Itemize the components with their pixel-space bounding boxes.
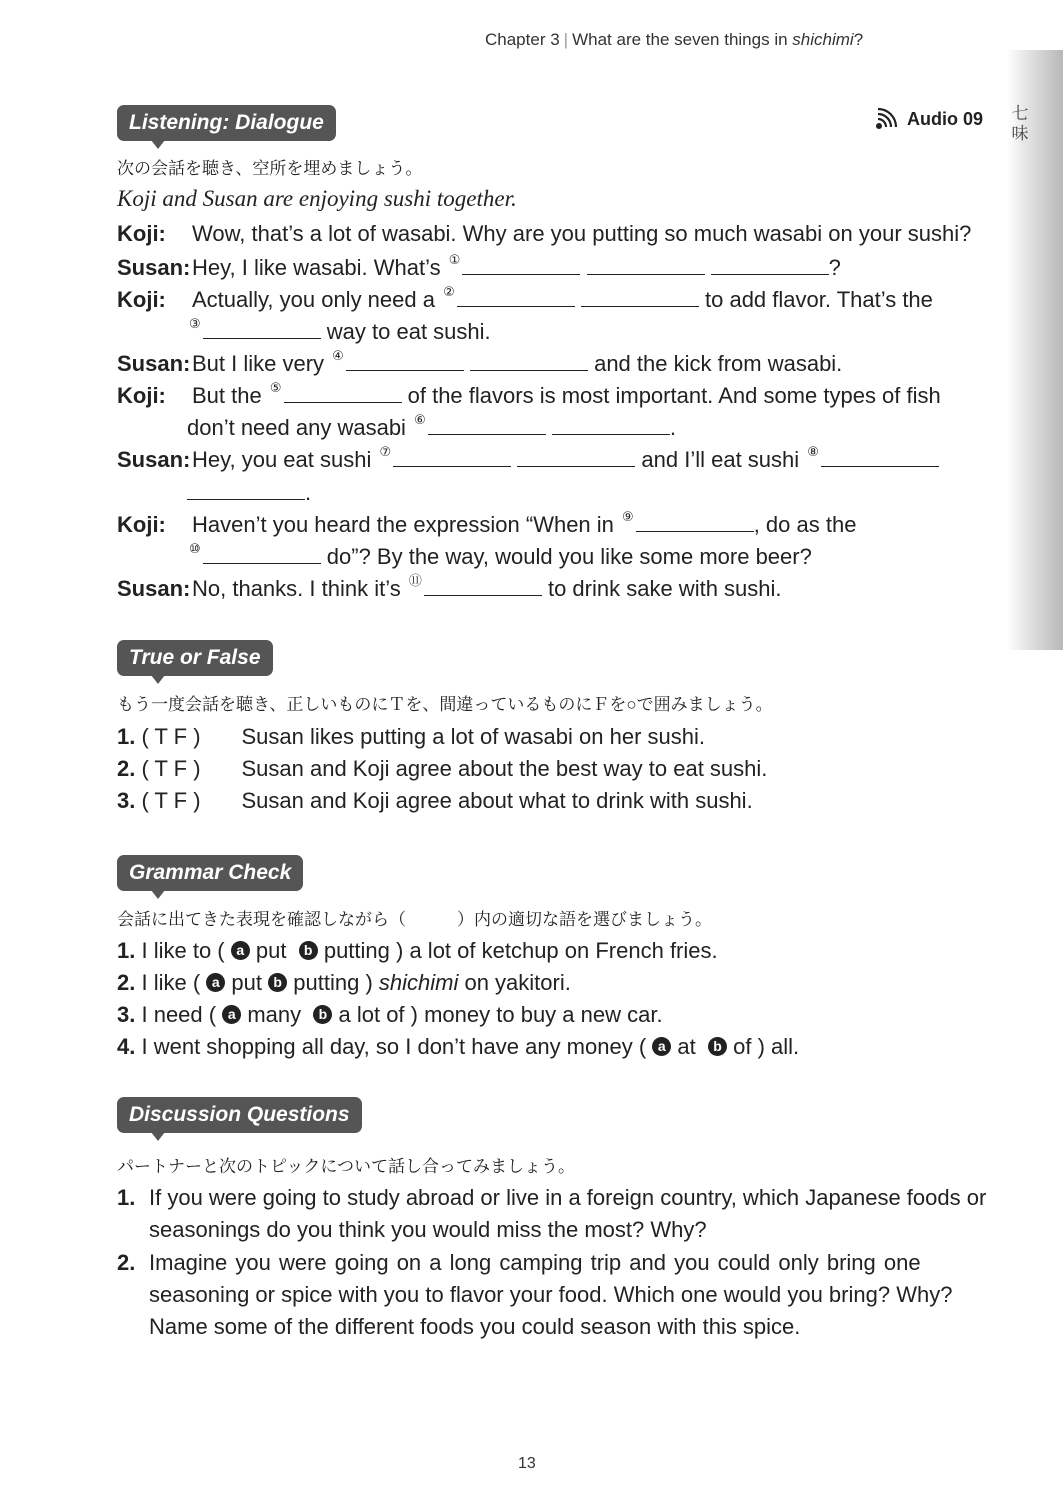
dialogue-line: [117, 573, 782, 603]
line-text: ?: [828, 255, 841, 280]
tf-statement: Susan and Koji agree about what to drink with sushi.: [241, 788, 753, 813]
item-number: 1.: [117, 724, 136, 749]
blank[interactable]: [284, 380, 402, 403]
line-text: way to eat sushi.: [326, 319, 491, 344]
discussion-item-number: [117, 1249, 135, 1277]
line-text: No, thanks. I think it’s: [192, 576, 401, 601]
tf-choice[interactable]: ( T F ): [141, 756, 201, 781]
blank[interactable]: [457, 284, 575, 307]
blank[interactable]: [581, 284, 699, 307]
blank-number: ④: [332, 348, 344, 363]
dialogue-line: [117, 509, 856, 539]
tf-choice[interactable]: ( T F ): [141, 724, 201, 749]
speaker: Susan:: [117, 447, 191, 472]
blank[interactable]: [821, 444, 939, 467]
option-b[interactable]: putting: [323, 938, 390, 963]
chapter-title-suffix: ?: [853, 30, 864, 49]
blank[interactable]: [587, 252, 705, 275]
blank[interactable]: [346, 348, 464, 371]
item-text: I went shopping all day, so I don’t have any money (: [141, 1034, 647, 1059]
speaker: Susan:: [117, 351, 191, 376]
tf-statement: Susan and Koji agree about the best way to eat sushi.: [241, 756, 768, 781]
item-number: 4.: [117, 1034, 136, 1059]
item-text: ) a lot of ketchup on French fries.: [396, 938, 718, 963]
speaker: Susan:: [117, 255, 191, 280]
discussion-item-number: [117, 1184, 135, 1212]
blank[interactable]: [424, 573, 542, 596]
listening-instruction: 次の会話を聴き、空所を埋めましょう。: [117, 159, 423, 178]
item-number: 3.: [117, 788, 136, 813]
dialogue-line: [117, 444, 939, 474]
scene-description: Koji and Susan are enjoying sushi together.: [117, 186, 517, 211]
dialogue-line: [187, 412, 676, 442]
line-text: Hey, you eat sushi: [192, 447, 372, 472]
blank[interactable]: [203, 541, 321, 564]
dialogue-line: [117, 220, 971, 248]
speaker: Koji:: [117, 512, 166, 537]
option-b[interactable]: of: [733, 1034, 752, 1059]
blank[interactable]: [393, 444, 511, 467]
line-text: and I’ll eat sushi: [641, 447, 800, 472]
option-a[interactable]: put: [255, 938, 287, 963]
option-a[interactable]: at: [677, 1034, 696, 1059]
true-false-heading: True or False: [117, 640, 273, 676]
line-text: .: [669, 415, 676, 440]
option-a[interactable]: put: [231, 970, 263, 995]
blank[interactable]: [711, 252, 829, 275]
item-text: ) money to buy a new car.: [410, 1002, 663, 1027]
speaker: Koji:: [117, 221, 166, 246]
blank-number: ⑦: [379, 444, 392, 459]
option-a-marker[interactable]: a: [231, 941, 250, 960]
grammar-item: [117, 937, 718, 965]
speaker: Koji:: [117, 287, 166, 312]
discussion-instruction: パートナーと次のトピックについて話し合ってみましょう。: [117, 1157, 575, 1176]
tf-item: [117, 787, 753, 815]
blank-number: ⑧: [807, 444, 819, 459]
dialogue-line: [117, 380, 941, 410]
dialogue-line: [187, 541, 812, 571]
blank[interactable]: [470, 348, 588, 371]
option-b[interactable]: a lot of: [338, 1002, 405, 1027]
blank[interactable]: [462, 252, 580, 275]
item-text: I like (: [141, 970, 201, 995]
line-text: Hey, I like wasabi. What’s: [192, 255, 441, 280]
audio-icon: [875, 108, 903, 130]
line-text: Haven’t you heard the expression “When in: [192, 512, 614, 537]
item-number: 2.: [117, 756, 136, 781]
blank-number: ②: [443, 284, 455, 299]
item-text: I like to (: [141, 938, 225, 963]
speaker: Susan:: [117, 576, 191, 601]
running-header: [485, 30, 863, 50]
option-b-marker[interactable]: b: [708, 1037, 727, 1056]
tf-choice[interactable]: ( T F ): [141, 788, 201, 813]
grammar-item: 2. I like ( a put b putting ) shichimi on yakitori.: [117, 970, 571, 995]
header-separator: |: [563, 30, 569, 49]
blank-number: ⑥: [414, 412, 426, 427]
discussion-text: seasoning or spice with you to flavor your food. Which one would you bring? Why?: [149, 1282, 953, 1307]
discussion-text: seasonings do you think you would miss the most? Why?: [149, 1217, 707, 1242]
blank-number: ⑪: [408, 573, 422, 588]
option-a[interactable]: many: [247, 1002, 302, 1027]
discussion-text: Name some of the different foods you could season with this spice.: [149, 1314, 801, 1339]
line-text: But I like very: [192, 351, 325, 376]
line-text: to add flavor. That’s the: [705, 287, 933, 312]
side-kanji-1: 七: [1011, 104, 1029, 124]
blank-number: ①: [448, 252, 461, 267]
side-kanji-2: 味: [1011, 124, 1029, 144]
chapter-title-em: shichimi: [792, 30, 854, 49]
speaker: Koji:: [117, 383, 166, 408]
blank-number: ⑤: [269, 380, 282, 395]
option-a-marker[interactable]: a: [206, 973, 225, 992]
item-text-em: shichimi: [378, 970, 459, 995]
line-text: to drink sake with sushi.: [547, 576, 782, 601]
listening-heading: Listening: Dialogue: [117, 105, 336, 141]
item-number: 2.: [117, 1250, 136, 1275]
blank[interactable]: [636, 509, 754, 532]
line-text: .: [305, 480, 312, 505]
item-number: 1.: [117, 1185, 136, 1210]
tf-instruction: もう一度会話を聴き、正しいものにＴを、間違っているものにＦを○で囲みましょう。: [117, 695, 773, 714]
grammar-item: [117, 1001, 663, 1029]
side-kanji: [1010, 104, 1030, 144]
grammar-item: [117, 1033, 799, 1061]
blank-number: ⑩: [189, 541, 201, 556]
dialogue-line: [117, 284, 933, 314]
line-text: and the kick from wasabi.: [594, 351, 843, 376]
option-b[interactable]: putting: [293, 970, 360, 995]
discussion-text: Imagine you were going on a long camping trip and you could only bring one: [149, 1250, 921, 1275]
item-number: 1.: [117, 938, 136, 963]
option-b-marker[interactable]: b: [299, 941, 318, 960]
dialogue-line: [117, 252, 841, 282]
line-text: Wow, that’s a lot of wasabi. Why are you putting so much wasabi on your sushi?: [192, 221, 972, 246]
item-text: I need (: [141, 1002, 217, 1027]
blank[interactable]: [552, 412, 670, 435]
line-text: do”? By the way, would you like some more beer?: [326, 544, 812, 569]
discussion-heading: Discussion Questions: [117, 1097, 362, 1133]
line-text: But the: [192, 383, 262, 408]
blank[interactable]: [428, 412, 546, 435]
grammar-heading: Grammar Check: [117, 855, 303, 891]
option-a-marker[interactable]: a: [222, 1005, 241, 1024]
option-b-marker[interactable]: b: [313, 1005, 332, 1024]
grammar-instruction: 会話に出てきた表現を確認しながら（ ）内の適切な語を選びましょう。: [117, 910, 712, 929]
chapter-label: Chapter 3: [485, 30, 560, 49]
audio-link[interactable]: [875, 108, 983, 130]
blank-number: ③: [189, 316, 201, 331]
blank-number: ⑨: [622, 509, 634, 524]
tf-item: [117, 755, 767, 783]
line-text: of the flavors is most important. And some types of fish: [407, 383, 941, 408]
dialogue-line: [187, 316, 491, 346]
discussion-text: If you were going to study abroad or live in a foreign country, which Japanese foods or: [149, 1185, 987, 1210]
line-text: Actually, you only need a: [192, 287, 435, 312]
chapter-title-prefix: What are the seven things in: [572, 30, 793, 49]
item-text: on yakitori.: [458, 970, 571, 995]
dialogue-line: [117, 348, 842, 378]
line-text: don’t need any wasabi: [187, 415, 406, 440]
blank[interactable]: [203, 316, 321, 339]
option-a-marker[interactable]: a: [652, 1037, 671, 1056]
dialogue-line: [187, 477, 311, 507]
tf-statement: Susan likes putting a lot of wasabi on her sushi.: [241, 724, 705, 749]
option-b-marker[interactable]: b: [268, 973, 287, 992]
item-text: ) all.: [757, 1034, 800, 1059]
page-number: 13: [518, 1455, 536, 1472]
item-number: 2.: [117, 970, 136, 995]
audio-label: Audio 09: [907, 108, 984, 129]
blank[interactable]: [187, 477, 305, 500]
line-text: , do as the: [753, 512, 857, 537]
blank[interactable]: [517, 444, 635, 467]
item-number: 3.: [117, 1002, 136, 1027]
tf-item: [117, 723, 705, 751]
